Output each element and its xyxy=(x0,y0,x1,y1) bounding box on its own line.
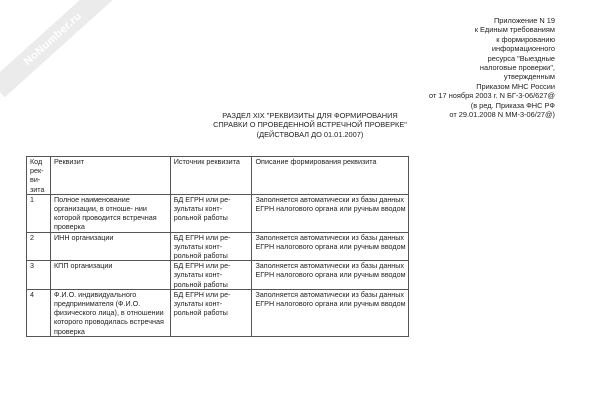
cell-description: Заполняется автоматически из базы данных ЕГРН налогового органа или ручным вводом xyxy=(252,289,409,336)
cell-requisite: ИНН организации xyxy=(50,232,170,261)
section-title-line: СПРАВКИ О ПРОВЕДЕННОЙ ВСТРЕЧНОЙ ПРОВЕРКЕ" xyxy=(213,120,407,130)
appendix-line: Приложение N 19 xyxy=(493,16,555,25)
appendix-line: утвержденным xyxy=(503,72,555,82)
cell-source: БД ЕГРН или ре- зультаты конт- рольной работы xyxy=(170,194,252,232)
header-code: Код рек- ви- зита xyxy=(27,157,51,195)
section-title xyxy=(180,111,440,139)
cell-description: Заполняется автоматически из базы данных ЕГРН налогового органа или ручным вводом xyxy=(252,232,409,261)
cell-code: 4 xyxy=(27,289,51,336)
table-row xyxy=(27,194,409,232)
appendix-line: (в ред. Приказа ФНС РФ xyxy=(470,100,555,110)
table-header-row xyxy=(27,157,409,195)
table-row xyxy=(27,289,409,336)
cell-code: 1 xyxy=(27,194,51,232)
appendix-line: налоговые проверки", xyxy=(479,63,555,73)
appendix-line: информационного xyxy=(491,44,555,54)
appendix-line: от 29.01.2008 N ММ-3-06/27@) xyxy=(449,110,555,120)
cell-source: БД ЕГРН или ре- зультаты конт- рольной работы xyxy=(170,232,252,261)
cell-requisite: Полное наименование организации, в отноше- нии которой проводится встречная проверка xyxy=(50,194,170,232)
header-source: Источник реквизита xyxy=(170,157,252,195)
section-title-line: (ДЕЙСТВОВАЛ ДО 01.01.2007) xyxy=(256,129,364,139)
cell-requisite: Ф.И.О. индивидуального предпринимателя (Ф.И.О. физического лица), в отношении которого проводилась встречная проверка xyxy=(50,289,170,336)
section-title-line: РАЗДЕЛ XIX "РЕКВИЗИТЫ ДЛЯ ФОРМИРОВАНИЯ xyxy=(222,111,398,120)
cell-requisite: КПП организации xyxy=(50,261,170,290)
cell-source: БД ЕГРН или ре- зультаты конт- рольной работы xyxy=(170,261,252,290)
cell-code: 2 xyxy=(27,232,51,261)
appendix-header xyxy=(429,16,555,119)
requisites-table xyxy=(26,156,409,337)
appendix-line: от 17 ноября 2003 г. N БГ-3-06/627@ xyxy=(429,91,555,101)
header-requisite: Реквизит xyxy=(50,157,170,195)
appendix-line: к формированию xyxy=(496,34,555,44)
appendix-line: Приказом МНС России xyxy=(476,81,555,91)
watermark: NoNumber.ru xyxy=(0,0,116,97)
cell-code: 3 xyxy=(27,261,51,290)
cell-description: Заполняется автоматически из базы данных ЕГРН налогового органа или ручным вводом xyxy=(252,261,409,290)
header-description: Описание формирования реквизита xyxy=(252,157,409,195)
table-row xyxy=(27,232,409,261)
appendix-line: ресурса "Выездные xyxy=(487,53,555,63)
appendix-line: к Единым требованиям xyxy=(474,25,555,35)
cell-description: Заполняется автоматически из базы данных ЕГРН налогового органа или ручным вводом xyxy=(252,194,409,232)
cell-source: БД ЕГРН или ре- зультаты конт- рольной работы xyxy=(170,289,252,336)
table-row xyxy=(27,261,409,290)
